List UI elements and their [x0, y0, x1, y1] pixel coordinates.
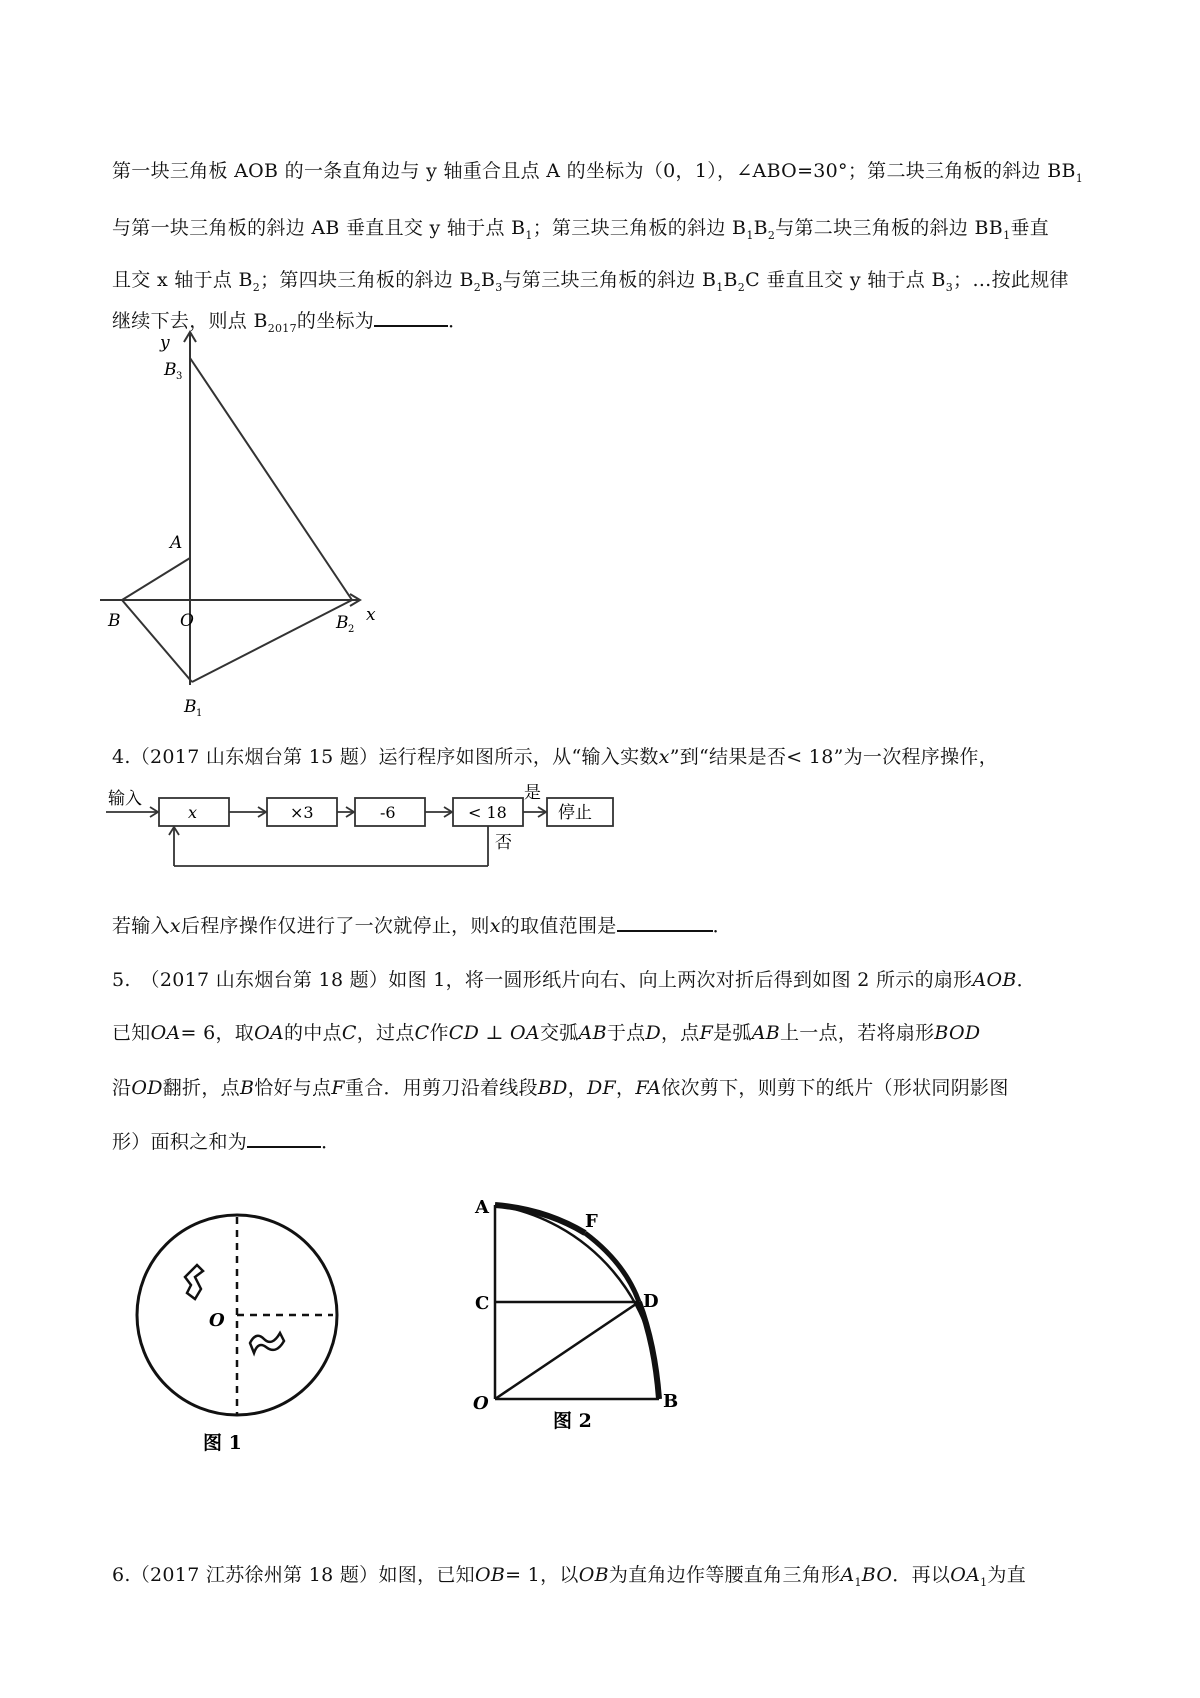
shaded-arc-db	[639, 1302, 659, 1399]
fold-arrow-up-icon	[185, 1265, 203, 1299]
label-b: B	[108, 611, 121, 631]
y-axis-label: y	[160, 333, 170, 353]
label-o: O	[180, 611, 194, 631]
fig2-label-d: D	[643, 1291, 659, 1312]
program-flowchart	[106, 784, 626, 884]
p5-line-1: 5. （2017 山东烟台第 18 题）如图 1，将一圆形纸片向右、向上两次对折后得到如图 2 所示的扇形AOB．	[112, 969, 1036, 991]
p5-line-2: 已知OA= 6，取OA的中点C，过点C作CD ⊥ OA交弧AB于点D，点F是弧AB上一点，若将扇形BOD	[112, 1022, 981, 1044]
shaded-arc-fd	[585, 1233, 639, 1302]
label-b3: B	[164, 360, 177, 380]
flow-box-compare: < 18	[468, 803, 507, 822]
figure-2-sector	[455, 1195, 715, 1460]
answer-blank-4	[617, 912, 713, 932]
fig2-caption: 图 2	[553, 1410, 592, 1432]
p3-line-1: 第一块三角板 AOB 的一条直角边与 y 轴重合且点 A 的坐标为（0，1），∠ABO=30°；第二块三角板的斜边 $BB_1$	[112, 160, 1084, 185]
p3-line-4: 继续下去，则点 $B_{2017}$的坐标为 ．	[112, 306, 467, 335]
x-axis-label: x	[366, 605, 376, 625]
p4-stem: 4.（2017 山东烟台第 15 题）运行程序如图所示，从“输入实数x”到“结果是否< 18”为一次程序操作，	[112, 746, 999, 768]
fig2-label-f: F	[585, 1211, 598, 1232]
flow-yes-label: 是	[524, 784, 541, 803]
fig2-label-a: A	[475, 1197, 489, 1218]
figure-1-circle	[125, 1205, 355, 1460]
fig2-label-c: C	[475, 1293, 490, 1314]
label-b1-sub: 1	[196, 708, 203, 719]
p6-line-1: 6.（2017 江苏徐州第 18 题）如图，已知OB= 1，以OB为直角边作等腰直角三角形$A_1BO$．再以$OA_1$为直	[112, 1564, 1027, 1589]
p5-line-3: 沿OD翻折，点B恰好与点F重合．用剪刀沿着线段BD，DF，FA依次剪下，则剪下的纸片（形状同阴影图	[112, 1077, 1009, 1099]
flow-box-x: x	[188, 803, 198, 822]
flow-box-stop: 停止	[558, 803, 592, 823]
flow-box-multiply: ×3	[290, 803, 314, 822]
flow-box-subtract: -6	[380, 803, 396, 822]
p5-line-4: 形）面积之和为 ．	[112, 1127, 340, 1154]
label-b1: B	[184, 697, 197, 717]
answer-blank-5	[247, 1128, 321, 1148]
answer-blank-3	[374, 307, 448, 327]
fig2-label-b: B	[663, 1391, 679, 1412]
fig1-label-o: O	[209, 1310, 225, 1331]
fig1-caption: 图 1	[203, 1432, 242, 1454]
fig2-label-o: O	[473, 1393, 489, 1414]
flow-input-label: 输入	[108, 789, 142, 809]
label-a: A	[170, 533, 183, 553]
label-b2-sub: 2	[348, 624, 355, 635]
p3-line-3: 且交 x 轴于点 $B_2$；第四块三角板的斜边 $B_2B_3$与第三块三角板的斜边 $B_1B_2C$ 垂直且交 y 轴于点 $B_3$；…按此规律	[112, 269, 1069, 294]
label-b2: B	[336, 613, 349, 633]
fold-arrow-right-icon	[250, 1333, 284, 1353]
flow-no-label: 否	[495, 833, 512, 853]
p4-question: 若输入x后程序操作仅进行了一次就停止，则x的取值范围是 ．	[112, 911, 732, 938]
p3-line-2: 与第一块三角板的斜边 AB 垂直且交 y 轴于点 $B_1$；第三块三角板的斜边 $B_1B_2$与第二块三角板的斜边 $BB_1$垂直	[112, 217, 1049, 242]
label-b3-sub: 3	[176, 371, 183, 382]
triangle-spiral-figure	[100, 330, 400, 730]
